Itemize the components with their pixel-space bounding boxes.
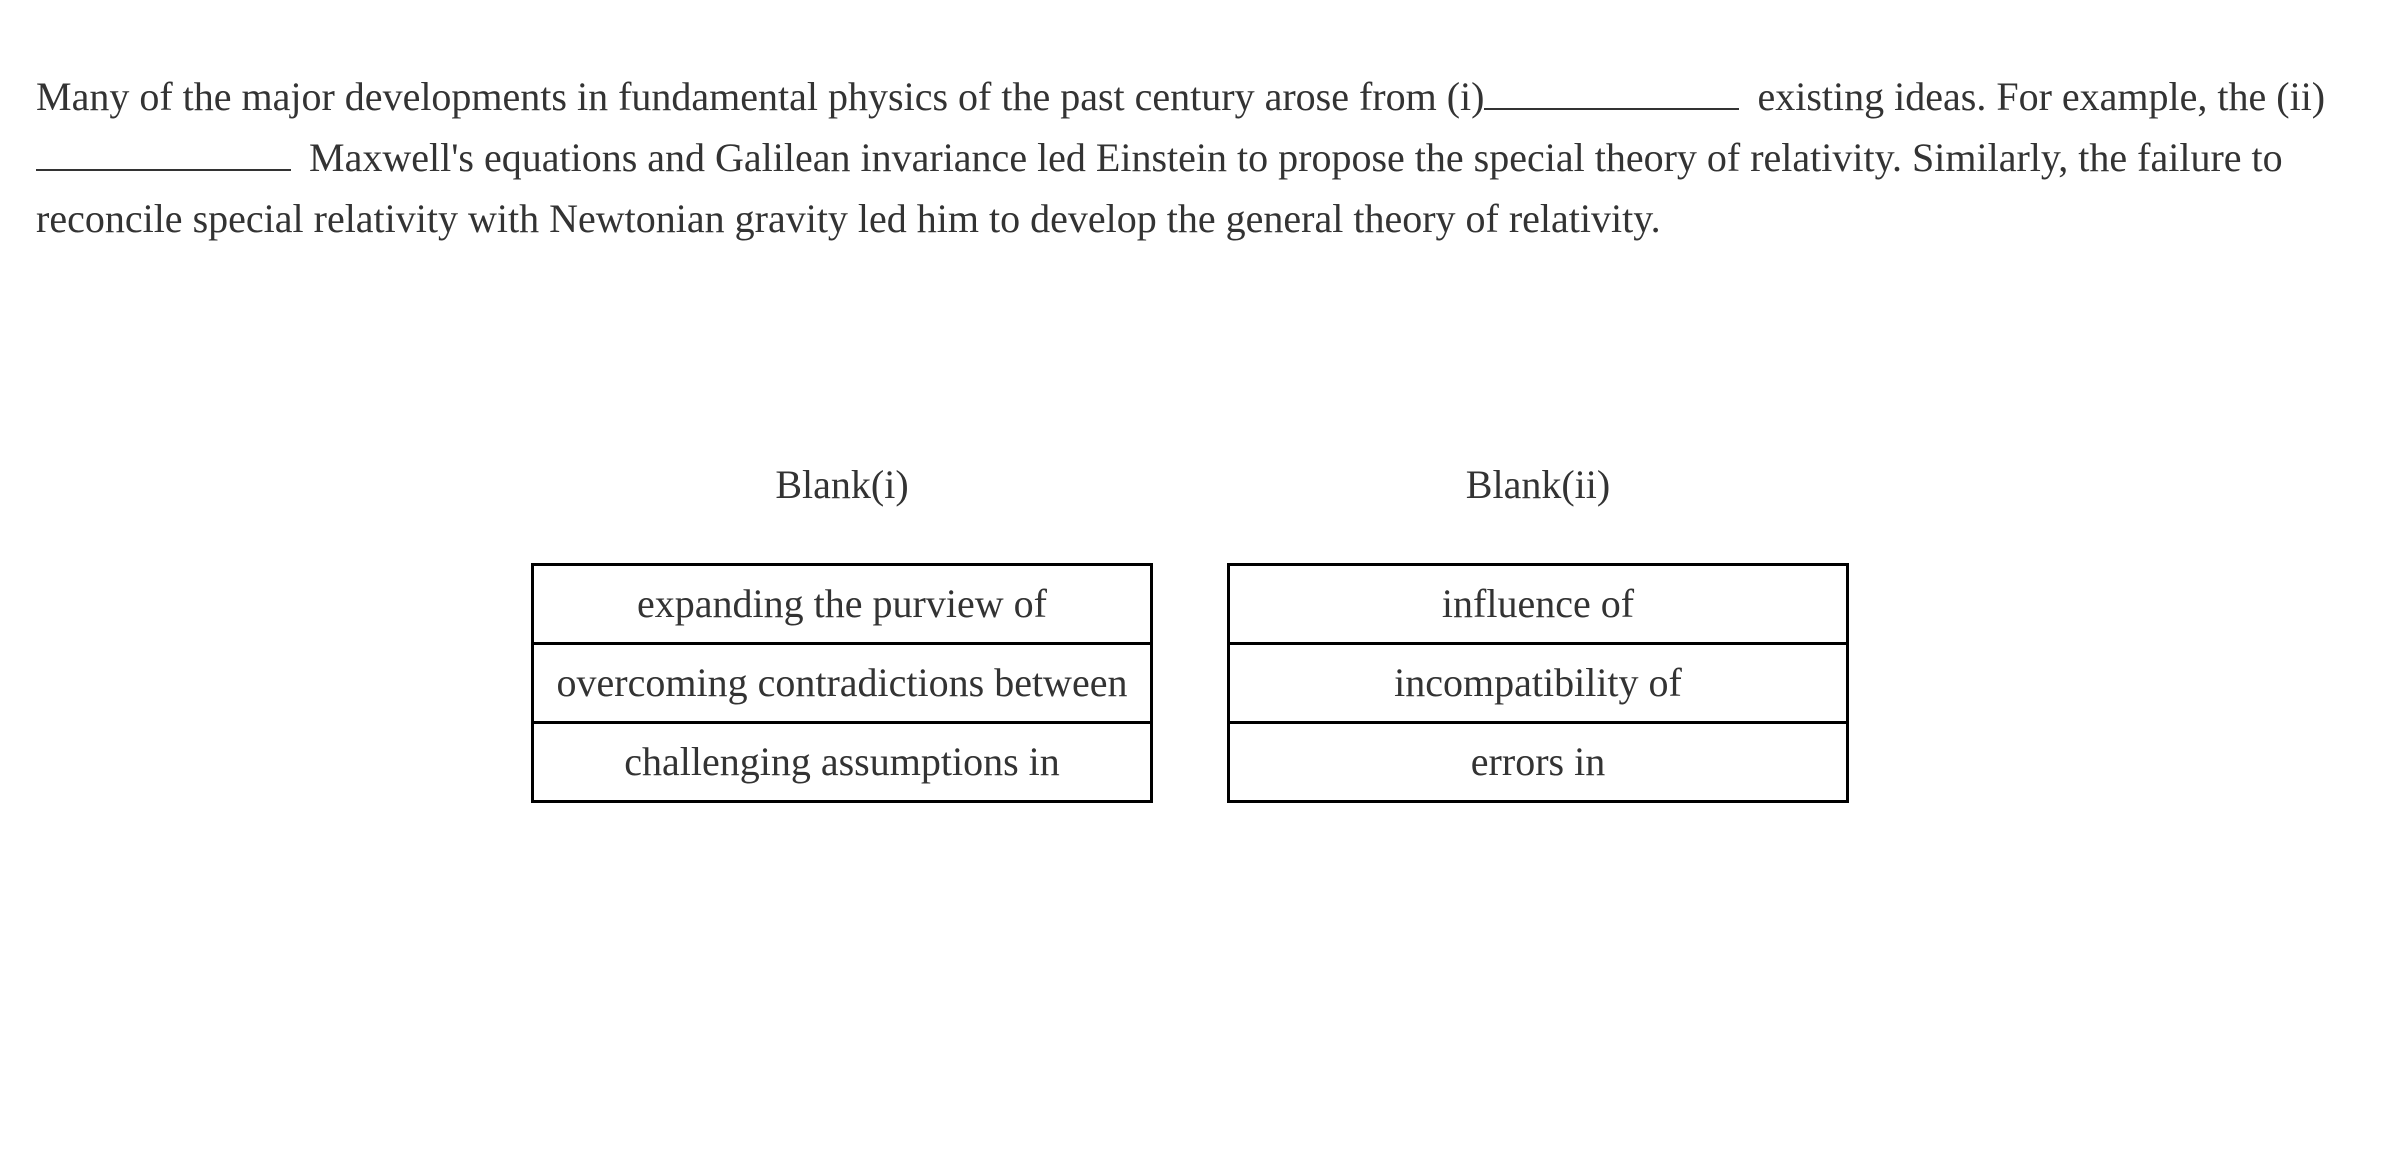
- blank-i-underline: [1484, 74, 1739, 110]
- blank-ii-choice-group: [1227, 455, 1849, 803]
- table-row: [533, 723, 1152, 802]
- blank-i-choice-group: [531, 455, 1153, 803]
- table-row: [533, 644, 1152, 723]
- blank-ii-options-table: [1227, 563, 1849, 803]
- question-passage: [36, 66, 2376, 249]
- blank-i-option-2[interactable]: overcoming contradictions between: [533, 644, 1152, 723]
- table-row: [1229, 644, 1848, 723]
- blank-ii-option-2[interactable]: incompatibility of: [1229, 644, 1848, 723]
- blank-ii-underline: [36, 135, 291, 171]
- blank-ii-option-3[interactable]: errors in: [1229, 723, 1848, 802]
- table-row: [1229, 723, 1848, 802]
- blank-ii-option-1[interactable]: influence of: [1229, 565, 1848, 644]
- blank-ii-title: Blank(ii): [1465, 462, 1611, 507]
- blank-i-option-1[interactable]: expanding the purview of: [533, 565, 1152, 644]
- blank-i-option-3[interactable]: challenging assumptions in: [533, 723, 1152, 802]
- passage-text-part-2: existing ideas. For example, the (ii): [1747, 74, 2326, 119]
- blank-i-title: Blank(i): [775, 462, 909, 507]
- table-row: [533, 565, 1152, 644]
- blank-i-options-table: [531, 563, 1153, 803]
- table-row: [1229, 565, 1848, 644]
- passage-text-part-3: Maxwell's equations and Galilean invariance led Einstein to propose the special theory of relativity. Similarly, the failure to reconcile special relativity with Newtonian gravity led him to develop the general theory of relativity.: [36, 135, 2283, 241]
- passage-text-part-1: Many of the major developments in fundamental physics of the past century arose from (i): [36, 74, 1485, 119]
